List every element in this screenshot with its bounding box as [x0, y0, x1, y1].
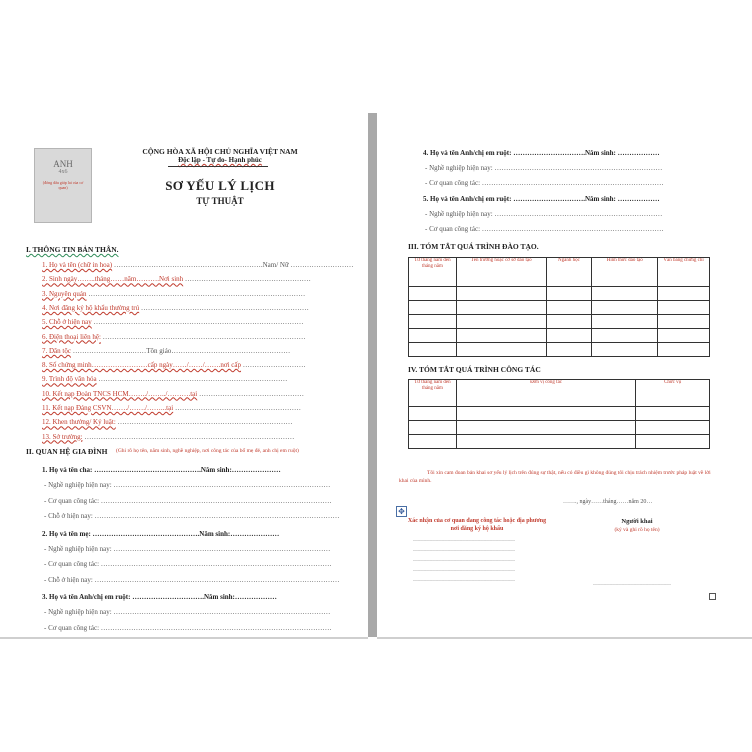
form-field-row — [42, 375, 287, 384]
family-member-heading: 5. Họ và tên Anh/chị em ruột: ………………………….Năm sinh: ……………… — [423, 195, 660, 203]
table-cell[interactable] — [409, 421, 457, 435]
table-cell[interactable] — [456, 315, 546, 329]
table-cell[interactable] — [409, 407, 457, 421]
table-cell[interactable] — [456, 329, 546, 343]
table-cell[interactable] — [409, 329, 457, 343]
table-cell[interactable] — [546, 315, 592, 329]
form-field-label: 10. Kết nạp Đoàn TNCS HCM……../……../……….tại — [42, 389, 198, 398]
document-subtitle: TỰ THUẬT — [196, 196, 244, 206]
table-cell[interactable] — [636, 435, 710, 449]
family-member-heading: 3. Họ và tên Anh/chị em ruột: ………………………….Năm sinh:……………… — [42, 593, 277, 601]
motto: Độc lập - Tự do- Hạnh phúc — [178, 156, 262, 164]
family-member-heading: 4. Họ và tên Anh/chị em ruột: ………………………….Năm sinh: ……………… — [423, 149, 660, 157]
confirm-dotline[interactable]: …………………………………………… — [413, 557, 515, 563]
table-cell[interactable] — [456, 407, 635, 421]
table-cell[interactable] — [409, 435, 457, 449]
family-member-detail[interactable]: - Nghề nghiệp hiện nay: ……………………………………………………………… — [425, 164, 663, 172]
table-row — [409, 421, 710, 435]
family-member-detail[interactable]: - Nghề nghiệp hiện nay: ………………………………………………………………………………… — [44, 608, 331, 616]
form-field-row — [42, 318, 304, 327]
form-field-row — [42, 290, 305, 299]
table-cell[interactable] — [636, 407, 710, 421]
form-field-label: 9. Trình độ văn hóa — [42, 375, 97, 384]
table-cell[interactable] — [456, 421, 635, 435]
section-family-title: II. QUAN HỆ GIA ĐÌNH — [26, 447, 108, 456]
signature-dotline: ………………………………… — [593, 581, 671, 587]
table-cell[interactable] — [658, 287, 710, 301]
form-field-row — [42, 304, 309, 313]
table-cell[interactable] — [592, 301, 658, 315]
confirm-dotline[interactable]: …………………………………………… — [413, 577, 515, 583]
training-table — [408, 257, 710, 357]
table-cell[interactable] — [592, 343, 658, 357]
photo-placeholder — [34, 148, 92, 223]
form-field-row — [42, 275, 311, 284]
form-field-row — [42, 390, 304, 399]
document-title: SƠ YẾU LÝ LỊCH — [165, 178, 275, 193]
family-member-detail[interactable]: - Cơ quan công tác: ……………………………………………………………………………………… — [44, 560, 332, 568]
form-field-row — [42, 418, 293, 427]
family-member-detail[interactable]: - Cơ quan công tác: …………………………………………………………………… — [425, 179, 664, 187]
family-member-heading: 2. Họ và tên mẹ: ……………………………………….Năm sinh:………………… — [42, 529, 280, 538]
family-member-detail[interactable]: - Nghề nghiệp hiện nay: ………………………………………………………………………………… — [44, 544, 331, 553]
document-page-right — [377, 113, 752, 637]
form-field-dotline[interactable]: ……………………………………………………………………………… — [84, 432, 295, 441]
form-field-row — [42, 404, 301, 413]
confirm-dotline[interactable]: …………………………………………… — [413, 537, 515, 543]
form-field-label: 12. Khen thưởng/ Kỷ luật: — [42, 418, 116, 427]
photo-label: ANH — [53, 159, 73, 169]
table-cell[interactable] — [409, 315, 457, 329]
form-field-dotline[interactable]: ……………………..……Tôn giáo…………………………………………… — [72, 346, 291, 355]
form-field-dotline[interactable]: …………………………………………………………………………… — [102, 332, 306, 341]
form-field-label: 3. Nguyên quán — [42, 289, 87, 298]
form-field-label: 6. Điện thoại liên hệ: — [42, 332, 101, 341]
form-field-row — [42, 361, 306, 370]
form-field-label: 4. Nơi đăng ký hộ khẩu thường trú — [42, 303, 140, 312]
page-shadow — [377, 637, 752, 639]
table-header-cell: Chức vụ — [636, 380, 710, 407]
form-field-label: 7. Dân tộc — [42, 346, 71, 355]
table-row — [409, 407, 710, 421]
family-member-heading: 1. Họ và tên cha: ……………………………………….Năm sinh:………………… — [42, 466, 281, 474]
family-member-detail[interactable]: - Chỗ ở hiện nay: …………………………………………………………………………………………… — [44, 575, 340, 584]
form-field-dotline[interactable]: ……………………………………………………………………………… — [93, 318, 304, 327]
table-row — [409, 315, 710, 329]
table-cell[interactable] — [546, 287, 592, 301]
section-work-title: IV. TÓM TẮT QUÁ TRÌNH CÔNG TÁC — [408, 365, 541, 374]
table-cell[interactable] — [456, 287, 546, 301]
table-cell[interactable] — [658, 329, 710, 343]
table-cell[interactable] — [592, 315, 658, 329]
end-marker — [709, 593, 716, 600]
form-field-label: 5. Chỗ ở hiện nay — [42, 318, 92, 327]
table-row — [409, 301, 710, 315]
table-cell[interactable] — [546, 343, 592, 357]
family-member-detail[interactable]: - Cơ quan công tác: ……………………………………………………………………………………… — [44, 496, 332, 505]
table-cell[interactable] — [409, 301, 457, 315]
motto-underline — [168, 166, 268, 167]
table-cell[interactable] — [658, 343, 710, 357]
page-shadow — [0, 637, 368, 639]
table-header-cell: Tên trường hoặc cơ sở đào tạo — [456, 258, 546, 287]
form-field-dotline[interactable]: ………………………………………………………………………………… — [88, 289, 306, 298]
table-cell[interactable] — [658, 301, 710, 315]
confirm-title: Xác nhận của cơ quan đang công tác hoặc địa phương nơi đăng ký hộ khẩu — [407, 518, 547, 532]
table-cell[interactable] — [592, 287, 658, 301]
form-field-dotline[interactable]: ……………………………………………………….Nam/ Nữ ……………………… — [113, 261, 354, 269]
table-cell[interactable] — [636, 421, 710, 435]
form-field-row — [42, 333, 306, 342]
table-header-cell: Từ tháng năm đến tháng năm — [409, 380, 457, 407]
table-cell[interactable] — [456, 343, 546, 357]
section-training-title: III. TÓM TẮT QUÁ TRÌNH ĐÀO TẠO. — [408, 242, 539, 251]
table-cell[interactable] — [409, 287, 457, 301]
table-cell[interactable] — [456, 301, 546, 315]
form-field-label: 2. Sinh ngày……..tháng……năm……….Nơi sinh — [42, 275, 184, 284]
form-field-dotline[interactable]: ……………………………………… — [198, 389, 304, 398]
family-member-detail[interactable]: - Cơ quan công tác: …………………………………………………………………… — [425, 225, 664, 233]
table-header-row — [409, 258, 710, 287]
table-header-row — [409, 380, 710, 407]
table-cell[interactable] — [456, 435, 635, 449]
form-field-dotline[interactable]: ……………………………………………… — [174, 404, 301, 412]
form-field-dotline[interactable]: ……………………………………………… — [184, 275, 311, 284]
table-cell[interactable] — [409, 343, 457, 357]
confirm-dotline[interactable]: …………………………………………… — [413, 547, 515, 553]
form-field-label: 13. Sở trường: — [42, 432, 83, 441]
form-field-dotline[interactable]: ……………………………………………………………………… — [98, 375, 288, 384]
table-header-cell: Đơn vị công tác — [456, 380, 635, 407]
family-member-detail[interactable]: - Nghề nghiệp hiện nay: ………………………………………………………………………………… — [44, 481, 331, 489]
section-family-note: (Ghi rõ họ tên, năm sinh, nghề nghiệp, nơi công tác của bố mẹ đẻ, anh chị em ruột) — [116, 448, 299, 454]
table-cell[interactable] — [592, 329, 658, 343]
table-cell[interactable] — [546, 329, 592, 343]
form-field-dotline[interactable]: ………………………………………………………………… — [117, 418, 293, 427]
signer-note: (ký và ghi rõ họ tên) — [614, 527, 660, 533]
form-field-row — [42, 347, 290, 356]
family-member-detail[interactable]: - Chỗ ở hiện nay: …………………………………………………………………………………………… — [44, 512, 340, 520]
table-row — [409, 435, 710, 449]
confirm-dotline[interactable]: …………………………………………… — [413, 567, 515, 573]
table-header-cell: Từ tháng năm đến tháng năm — [409, 258, 457, 287]
table-cell[interactable] — [658, 315, 710, 329]
signer-title: Người khai — [621, 518, 653, 525]
table-row — [409, 343, 710, 357]
form-field-label: 8. Số chứng minh……………………cấp ngày……/……/…….nơi cấp — [42, 361, 242, 370]
form-field-dotline[interactable]: ……………………… — [242, 361, 306, 370]
form-field-row — [42, 261, 354, 270]
section-personal-info-title: I. THÔNG TIN BẢN THÂN. — [26, 245, 119, 254]
pledge-text: Tôi xin cam đoan bản khai sơ yếu lý lịch trên đúng sự thật, nếu có điều gì không đúng tôi chịu trách nhiệm trước pháp luật về lời khai của mình. — [399, 470, 711, 484]
form-field-row — [42, 433, 294, 442]
table-header-cell: Hình thức đào tạo — [592, 258, 658, 287]
document-page-left — [0, 113, 368, 637]
date-line: ……., ngày……tháng……năm 20… — [563, 499, 653, 505]
table-header-cell: Văn bằng chứng chỉ — [658, 258, 710, 287]
family-member-detail[interactable]: - Nghề nghiệp hiện nay: ……………………………………………………………… — [425, 210, 663, 218]
table-header-cell: Ngành học — [546, 258, 592, 287]
table-row — [409, 329, 710, 343]
photo-size: 4x6 — [58, 169, 68, 175]
nation-header: CỘNG HÒA XÃ HỘI CHỦ NGHĨA VIỆT NAM — [142, 147, 298, 156]
form-field-dotline[interactable]: ……………………………………………………………… — [140, 303, 309, 312]
form-field-label: 11. Kết nạp Đảng CSVN……./……./……...tại — [42, 404, 174, 412]
photo-note: (đóng dấu giáp lai của cơ quan) — [42, 180, 84, 190]
table-cell[interactable] — [546, 301, 592, 315]
move-handle-icon[interactable]: ✥ — [396, 506, 407, 517]
table-row — [409, 287, 710, 301]
work-table — [408, 379, 710, 449]
page-gutter — [368, 113, 377, 637]
family-member-detail[interactable]: - Cơ quan công tác: ……………………………………………………………………………………… — [44, 623, 332, 632]
form-field-label: 1. Họ và tên (chữ in hoa) — [42, 261, 113, 269]
